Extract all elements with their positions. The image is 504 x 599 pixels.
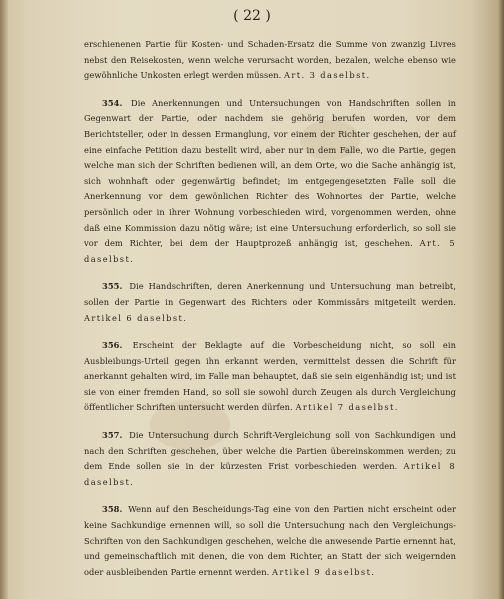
paragraph-number: 354. bbox=[102, 97, 123, 108]
paragraph-358 bbox=[84, 502, 456, 580]
paragraph-text: Wenn auf den Bescheidungs-Tag eine von den Partien nicht erscheint oder keine Sachkundige ernennen will, so soll die Untersuchung nach den Vergleichungs-Schriften von den Sachkundigen geschehen, welche die anwesende Partie ernennt hat, und gemeinschaftlich mit denen, die von dem Richter, an Statt der sich weigernden oder ausbleibenden Partie ernennt werden. bbox=[84, 504, 457, 577]
paragraph-text: Die Untersuchung durch Schrift-Vergleichung soll von Sachkundigen und nach den Schriften geschehen, über welche die Partien übereinskommen werden; zu dem Ende sollen sie in der kürzesten Frist vorbeschieden werden. bbox=[84, 430, 456, 472]
paragraph-356 bbox=[84, 338, 456, 416]
page-number: ( 22 ) bbox=[233, 8, 271, 24]
paragraph-continuation bbox=[84, 37, 456, 84]
article-reference: Artikel 7 daselbst. bbox=[295, 402, 399, 413]
paragraph-text: Die Anerkennungen und Untersuchungen von Handschriften sollen in Gegenwart der Partie, oder nachdem sie gehörig berufen worden, vor dem Berichtsteller, oder in dessen Ermanglung, vor einem der Richter geschehen, der auf eine einfache Petition dazu bestellt wird, aber nur in dem Falle, wo die Partie, gegen welche man sich der Schriften bedienen will, an dem Orte, wo die Sache anhängig ist, sich wohnhaft oder gegenwärtig befindet; im entgegengesetzten Falle soll die Anerkennung vor dem gewönlichen Richter des Wohnortes der Partie, welche persönlich oder in ihrer Wohnung vorbeschieden wird, vorgenommen werden, ohne daß eine Kommission dazu nötig wäre; ist eine Untersuchung erforderlich, so soll sie vor dem Richter, bei dem der Hauptprozeß anhängig ist, geschehen. bbox=[84, 97, 456, 249]
article-reference: Art. 5 daselbst. bbox=[84, 238, 457, 264]
paragraph-number: 356. bbox=[102, 340, 123, 351]
paragraph-355 bbox=[84, 279, 456, 326]
paragraph-number: 357. bbox=[102, 430, 123, 441]
paragraph-number: 355. bbox=[102, 281, 123, 292]
paragraph-text: Erscheint der Beklagte auf die Vorbescheidung nicht, so soll ein Ausbleibungs-Urteil gegen ihn erkannt werden, vermittelst dessen die Schrift für anerkannt gehalten wird, im Falle man behauptet, daß sie sein eigenhändig ist; und ist sie von einer fremden Hand, so soll sie sowohl durch Zeugen als durch Vergleichung öffentlicher Schriften untersucht werden dürfen. bbox=[84, 340, 456, 413]
article-reference: Art. 3 daselbst. bbox=[284, 70, 371, 81]
article-reference: Artikel 6 daselbst. bbox=[84, 312, 188, 323]
paragraph-text: Die Handschriften, deren Anerkennung und Untersuchung man betreibt, sollen der Partie in Gegenwart des Richters oder Kommissärs mitgeteilt werden. bbox=[84, 281, 457, 307]
paragraph-text: erschienenen Partie für Kosten- und Schaden-Ersatz die Summe von zwanzig Livres nebst den Reisekosten, wenn welche verursacht worden, bezalen, welche ebenso wie gewöhnliche Unkosten erlegt werden müssen. bbox=[84, 39, 456, 81]
article-reference: Artikel 9 daselbst. bbox=[272, 566, 376, 577]
paragraph-354 bbox=[84, 96, 456, 268]
paragraph-number: 358. bbox=[102, 504, 123, 515]
article-reference: Artikel 8 daselbst. bbox=[84, 461, 457, 487]
book-spine bbox=[0, 0, 8, 599]
page-body bbox=[84, 37, 456, 592]
paragraph-357 bbox=[84, 428, 456, 490]
